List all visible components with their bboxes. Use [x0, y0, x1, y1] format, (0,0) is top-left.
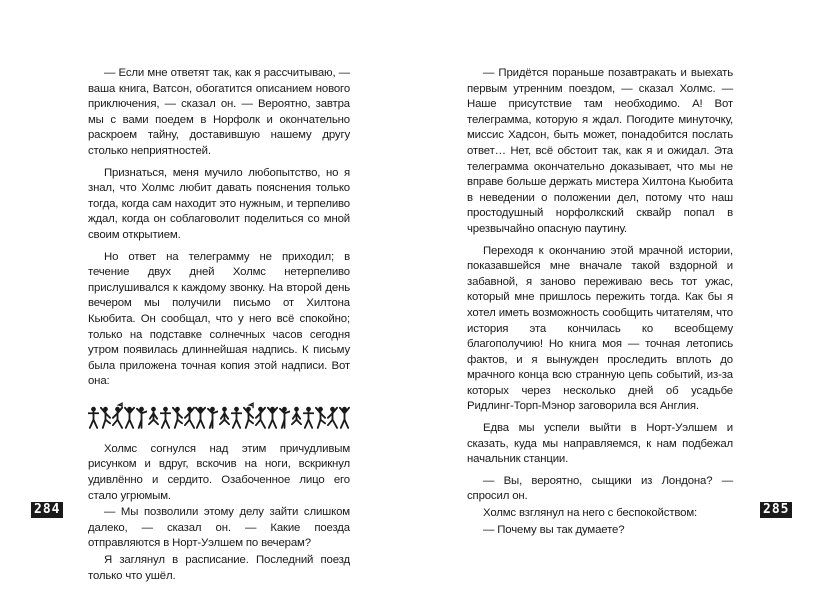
dancing-man-figure	[339, 402, 350, 430]
dancing-man-figure	[207, 402, 218, 430]
paragraph: — Вы, вероятно, сыщики из Лондона? — спросил он.	[467, 474, 733, 503]
paragraph: Едва мы успели выйти в Норт-Уэлшем и сказать, куда мы направляемся, к нам подбежал начальник станции.	[467, 422, 733, 466]
dancing-man-figure	[231, 402, 242, 430]
dancing-man-figure	[267, 402, 278, 430]
dancing-man-figure	[291, 402, 302, 430]
dancing-men-cipher	[88, 400, 350, 430]
dancing-man-figure	[219, 402, 230, 430]
dancing-man-figure	[303, 402, 314, 430]
dancing-man-figure	[243, 402, 254, 430]
paragraph: Переходя к окончанию этой мрачной истории, показавшейся мне вначале такой вздорной и забавной, я заново переживаю весь тот ужас, который мне пришлось пережить тогда. Как бы я хотел иметь возможность сообщить читателям, что история эта кончилась ко всеобщему благополучию! Но книга моя — точная летопись фактов, и я вынужден проследить вплоть до мрачного конца всю странную цепь событий, из-за которых через несколько дней об усадьбе Ридлинг-Торп-Мэнор заговорила вся Англия.	[467, 244, 733, 413]
dancing-man-figure	[315, 402, 326, 430]
right-page-text	[467, 66, 733, 544]
page-number-left: 284	[31, 502, 63, 518]
page-number-right: 285	[760, 502, 792, 518]
dancing-man-figure	[100, 402, 111, 430]
dancing-man-figure	[112, 402, 123, 430]
dancing-man-figure	[172, 402, 183, 430]
dancing-man-figure	[195, 402, 206, 430]
paragraph: Холмс взглянул на него с беспокойством:	[483, 507, 698, 520]
paragraph: Признаться, меня мучило любопытство, но я знал, что Холмс любит давать пояснения только тогда, когда сам находит это нужным, и терпеливо ждал, когда он соблаговолит поделиться со мной своим открытием.	[88, 166, 350, 241]
paragraph: — Мы позволили этому делу зайти слишком далеко, — сказал он. — Какие поезда отправляются в Норт-Уэлшем по вечерам?	[88, 506, 350, 550]
dancing-man-figure	[88, 402, 99, 430]
paragraph: Холмс согнулся над этим причудливым рисунком и вдруг, вскочив на ноги, вскрикнул удивлённо и сердито. Озабоченное лицо его стало угрюмым.	[88, 442, 350, 502]
paragraph: Но ответ на телеграмму не приходил; в течение двух дней Холмс нетерпеливо прислушивался к каждому звонку. На второй день вечером мы получили письмо от Хилтона Кьюбита. Он сообщал, что у него всё спокойно; только на подставке солнечных часов сегодня утром появилась длиннейшая надпись. К письму была приложена точная копия этой надписи. Вот она:	[88, 250, 350, 388]
paragraph: — Почему вы так думаете?	[483, 523, 625, 536]
paragraph: Я заглянул в расписание. Последний поезд только что ушёл.	[88, 554, 350, 582]
dancing-man-figure	[327, 402, 338, 430]
dancing-man-figure	[136, 402, 147, 430]
left-page-text	[88, 66, 350, 590]
dancing-man-figure	[184, 402, 195, 430]
dancing-man-figure	[124, 402, 135, 430]
dancing-man-figure	[148, 402, 159, 430]
paragraph: — Если мне ответят так, как я рассчитываю, — ваша книга, Ватсон, обогатится описанием нового приключения, — сказал он. — Вероятно, завтра мы с вами поедем в Норфолк и окончательно раскроем тайну, доставившую нашему другу столько неприятностей.	[88, 67, 350, 157]
dancing-man-figure	[279, 402, 290, 430]
paragraph: — Придётся пораньше позавтракать и выехать первым утренним поездом, — сказал Холмс. — Наше присутствие там необходимо. А! Вот телеграмма, которую я ждал. Погодите минуточку, миссис Хадсон, быть может, понадобится послать ответ… Нет, всё обстоит так, как я и ожидал. Эта телеграмма окончательно доказывает, что мы не вправе больше держать мистера Хилтона Кьюбита в неведении о положении дел, потому что наш простодушный норфолкский сквайр попал в чрезвычайно опасную паутину.	[467, 67, 733, 235]
dancing-man-figure	[160, 402, 171, 430]
dancing-man-figure	[255, 402, 266, 430]
